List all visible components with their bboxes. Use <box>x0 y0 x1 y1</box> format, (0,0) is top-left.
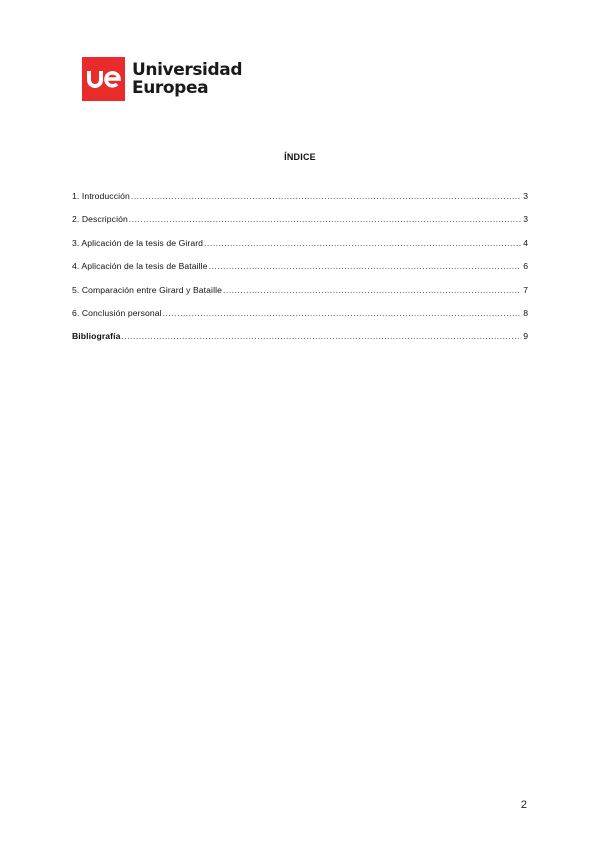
toc-entry-page: 8 <box>523 307 528 318</box>
toc-leader-dots <box>163 308 521 318</box>
toc-entry-conclusion[interactable] <box>72 308 528 331</box>
toc-leader-dots <box>204 238 521 248</box>
ue-logo-mark-icon <box>82 57 125 101</box>
toc-entry-page: 4 <box>523 237 528 248</box>
toc-entry-label: 2. Descripción <box>72 214 128 225</box>
toc-entry-label: 6. Conclusión personal <box>72 307 162 318</box>
table-of-contents <box>72 191 528 355</box>
toc-title: ÍNDICE <box>284 152 316 162</box>
toc-entry-introduccion[interactable] <box>72 191 528 214</box>
toc-entry-label: 4. Aplicación de la tesis de Bataille <box>72 261 208 272</box>
toc-leader-dots <box>121 331 521 341</box>
university-logo <box>82 57 242 101</box>
toc-leader-dots <box>209 261 521 271</box>
toc-leader-dots <box>223 285 521 295</box>
toc-entry-page: 6 <box>523 261 528 272</box>
toc-entry-label: 5. Comparación entre Girard y Bataille <box>72 284 222 295</box>
toc-entry-comparacion[interactable] <box>72 285 528 308</box>
logo-name-line2: Europea <box>132 78 209 98</box>
toc-entry-label: 1. Introducción <box>72 191 130 201</box>
toc-entry-page: 9 <box>523 331 528 342</box>
toc-entry-page: 3 <box>523 191 528 201</box>
logo-name-line1: Universidad <box>132 60 243 80</box>
page-number: 2 <box>520 799 527 811</box>
toc-entry-descripcion[interactable] <box>72 214 528 237</box>
toc-entry-page: 7 <box>523 284 528 295</box>
toc-entry-bataille[interactable] <box>72 261 528 284</box>
toc-leader-dots <box>131 191 521 201</box>
toc-leader-dots <box>129 214 521 224</box>
toc-entry-label: 3. Aplicación de la tesis de Girard <box>72 237 204 248</box>
toc-entry-bibliografia[interactable] <box>72 331 528 354</box>
toc-entry-page: 3 <box>523 214 528 225</box>
toc-entry-girard[interactable] <box>72 238 528 261</box>
logo-wordmark <box>132 61 242 97</box>
toc-entry-label: Bibliografía <box>72 331 121 342</box>
